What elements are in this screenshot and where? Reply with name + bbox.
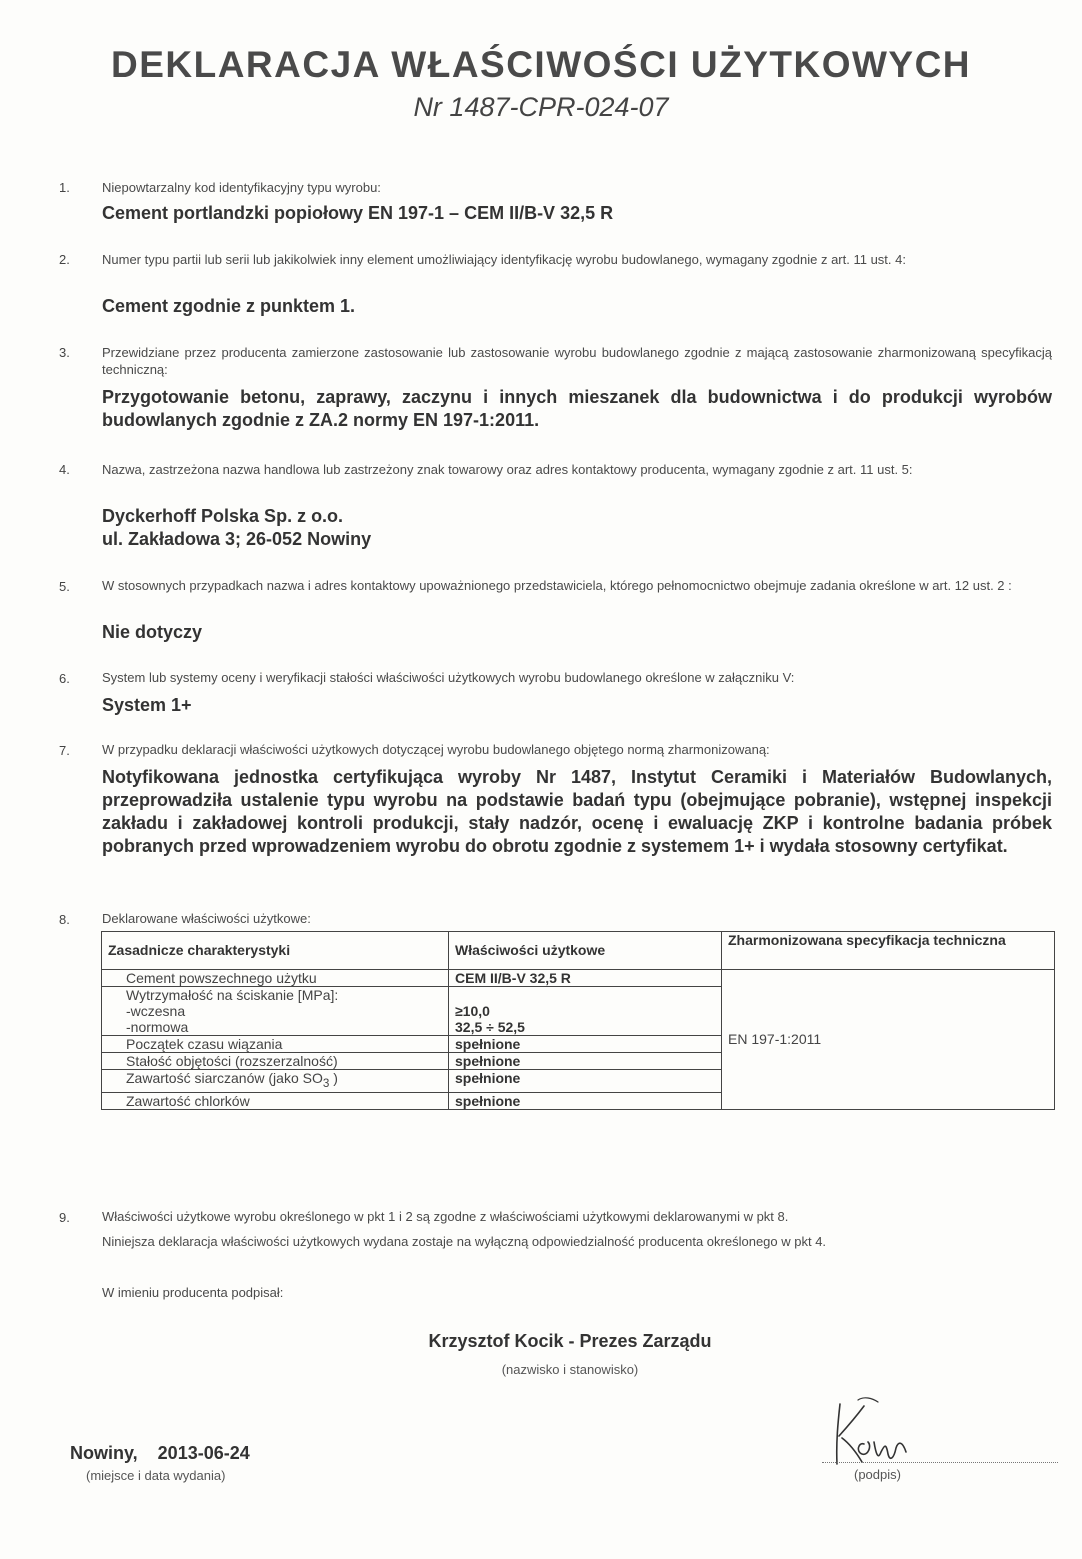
standard-strength-value: 32,5 ÷ 52,5 [455, 1019, 525, 1035]
row-value: spełnione [449, 1092, 722, 1109]
row-value: CEM II/B-V 32,5 R [449, 970, 722, 987]
item-4-label: Nazwa, zastrzeżona nazwa handlowa lub zastrzeżony znak towarowy oraz adres kontaktowy producenta, wymagany zgodnie z art. 11 ust. 5: [102, 462, 913, 477]
signatory-caption: (nazwisko i stanowisko) [501, 1362, 639, 1377]
item-7-number: 7. [59, 743, 70, 758]
item-3-number: 3. [59, 345, 70, 360]
place: Nowiny, [70, 1443, 138, 1463]
item-6-value: System 1+ [102, 695, 192, 715]
item-6-number: 6. [59, 671, 70, 686]
row-characteristic [102, 987, 449, 1036]
signature-caption: (podpis) [854, 1467, 901, 1482]
sulfate-label: Zawartość siarczanów (jako SO [126, 1070, 323, 1086]
item-3-value: Przygotowanie betonu, zaprawy, zaczynu i innych mieszanek dla budownictwa i do produkcji wyrobów budowlanych zgodnie z ZA.2 normy EN 197-1:2011. [102, 387, 1052, 430]
row-value [449, 987, 722, 1036]
performance-table [101, 931, 1055, 1110]
early-strength-value: ≥10,0 [455, 1003, 490, 1019]
item-9-label-2: Niniejsza deklaracja właściwości użytkowych wydana zostaje na wyłączną odpowiedzialność producenta określonego w pkt 4. [102, 1234, 827, 1249]
item-5-label: W stosownych przypadkach nazwa i adres kontaktowy upoważnionego przedstawiciela, którego pełnomocnictwo obejmuje zadania określone w art. 12 ust. 2 : [102, 578, 1012, 593]
spec-cell: EN 197-1:2011 [722, 970, 1055, 1110]
item-8-number: 8. [59, 912, 70, 927]
document-number: Nr 1487-CPR-024-07 [413, 92, 669, 122]
item-8-label: Deklarowane właściwości użytkowe: [102, 911, 311, 926]
row-characteristic: Stałość objętości (rozszerzalność) [102, 1053, 449, 1070]
row-value: spełnione [449, 1070, 722, 1093]
place-and-date [70, 1443, 250, 1464]
signatory-name: Krzysztof Kocik - Prezes Zarządu [428, 1331, 712, 1351]
header-performance: Właściwości użytkowe [449, 932, 722, 970]
item-1-value: Cement portlandzki popiołowy EN 197-1 – CEM II/B-V 32,5 R [102, 203, 614, 223]
item-3-label: Przewidziane przez producenta zamierzone zastosowanie lub zastosowanie wyrobu budowlanego zgodnie z mającą zastosowanie zharmonizowaną specyfikacją techniczną: [102, 345, 1052, 377]
item-7-value: Notyfikowana jednostka certyfikująca wyroby Nr 1487, Instytut Ceramiki i Materiałów Budowlanych, przeprowadziła ustalenie typu wyrobu na podstawie badań typu (obejmujące pobranie), wstępnej inspekcji zakładu i zakładowej kontroli produkcji, stały nadzór, ocenę i ewaluację ZKP i kontrolne badania próbek pobranych przed wprowadzeniem wyrobu do obrotu zgodnie z systemem 1+ i wydała stosowny certyfikat. [102, 767, 1052, 856]
header-characteristics: Zasadnicze charakterystyki [102, 932, 449, 970]
compressive-strength-label: Wytrzymałość na ściskanie [MPa]: [126, 987, 339, 1003]
item-7-label: W przypadku deklaracji właściwości użytkowych dotyczącej wyrobu budowlanego objętego normą zharmonizowaną: [102, 742, 770, 757]
company-address: ul. Zakładowa 3; 26-052 Nowiny [102, 529, 372, 549]
company-name: Dyckerhoff Polska Sp. z o.o. [102, 506, 344, 526]
item-2-number: 2. [59, 252, 70, 267]
item-6-label: System lub systemy oceny i weryfikacji stałości właściwości użytkowych wyrobu budowlanego określone w załączniku V: [102, 670, 795, 685]
signed-for-label: W imieniu producenta podpisał: [102, 1285, 284, 1300]
header-specification: Zharmonizowana specyfikacja techniczna [722, 932, 1055, 970]
row-characteristic: Początek czasu wiązania [102, 1036, 449, 1053]
row-characteristic: Zawartość chlorków [102, 1092, 449, 1109]
signature-line [822, 1462, 1058, 1463]
handwritten-signature [818, 1392, 928, 1470]
item-1-label: Niepowtarzalny kod identyfikacyjny typu wyrobu: [102, 180, 381, 195]
item-4-value [102, 505, 1052, 551]
item-1-number: 1. [59, 180, 70, 195]
item-9-label: Właściwości użytkowe wyrobu określonego w pkt 1 i 2 są zgodne z właściwościami użytkowymi deklarowanymi w pkt 8. [102, 1209, 789, 1224]
table-row [102, 970, 1055, 987]
sulfate-label-end: ) [329, 1070, 338, 1086]
item-2-value: Cement zgodnie z punktem 1. [102, 296, 356, 316]
row-characteristic [102, 1070, 449, 1093]
row-characteristic: Cement powszechnego użytku [102, 970, 449, 987]
row-value: spełnione [449, 1053, 722, 1070]
item-9-number: 9. [59, 1210, 70, 1225]
table-header-row [102, 932, 1055, 970]
item-4-number: 4. [59, 462, 70, 477]
item-5-number: 5. [59, 579, 70, 594]
early-strength-label: -wczesna [126, 1003, 186, 1019]
sulfate-subscript: 3 [322, 1076, 330, 1090]
item-5-value: Nie dotyczy [102, 622, 203, 642]
issue-date: 2013-06-24 [157, 1443, 250, 1463]
row-value: spełnione [449, 1036, 722, 1053]
item-2-label: Numer typu partii lub serii lub jakikolwiek inny element umożliwiający identyfikację wyrobu budowlanego, wymagany zgodnie z art. 11 ust. 4: [102, 252, 906, 267]
place-date-caption: (miejsce i data wydania) [86, 1468, 226, 1483]
standard-strength-label: -normowa [126, 1019, 189, 1035]
document-title: DEKLARACJA WŁAŚCIWOŚCI UŻYTKOWYCH [110, 44, 972, 85]
